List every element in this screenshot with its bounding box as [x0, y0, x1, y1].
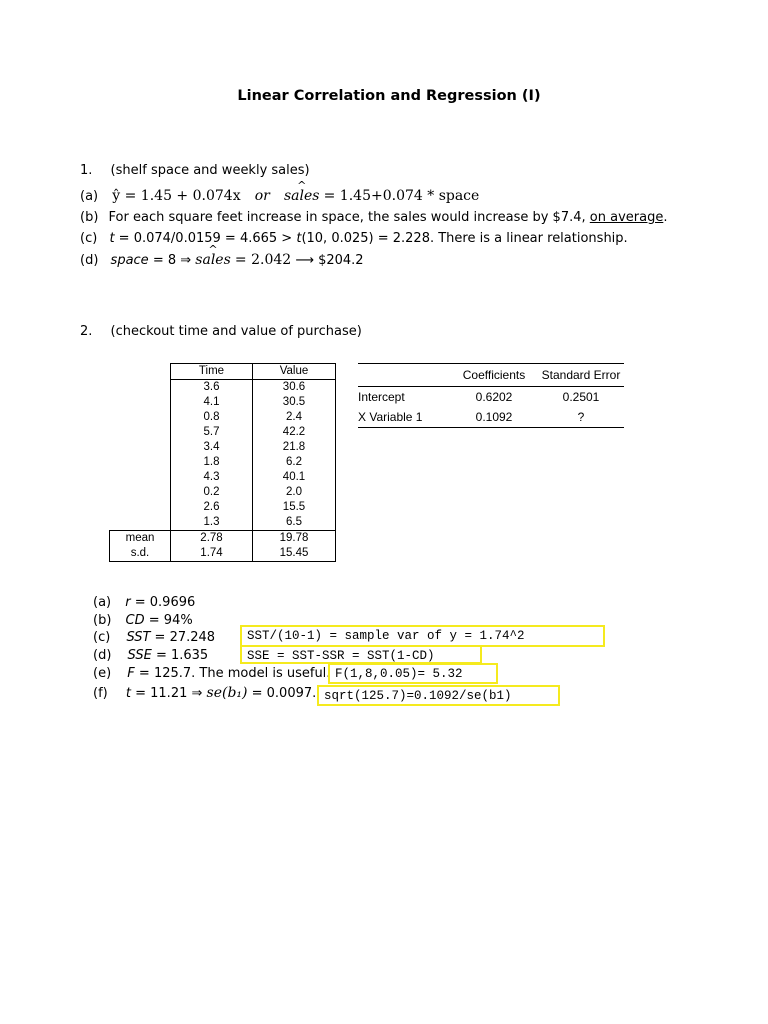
data-cell-value: 15.5 — [253, 500, 336, 515]
regression-row-name: X Variable 1 — [358, 407, 450, 428]
q2-a-label: (a) — [93, 595, 112, 610]
q2-e-var: F — [127, 666, 135, 681]
data-cell-time: 5.7 — [171, 425, 253, 440]
q2-a-val: = 0.9696 — [130, 595, 196, 610]
note-sqrt: sqrt(125.7)=0.1092/se(b1) — [317, 685, 560, 706]
q2-f-var: t — [125, 686, 131, 701]
q1-b-label: (b) — [80, 210, 99, 225]
q1-a-or: or — [254, 188, 270, 204]
data-cell-value: 2.0 — [253, 485, 336, 500]
q1-c-part1: = 0.074/0.0159 = 4.665 > — [114, 231, 297, 246]
note-f-critical: F(1,8,0.05)= 5.32 — [328, 663, 498, 684]
data-row — [110, 455, 336, 470]
data-cell-time: 1.8 — [171, 455, 253, 470]
summary-row — [110, 531, 336, 547]
note-sst: SST/(10-1) = sample var of y = 1.74^2 — [240, 625, 605, 647]
q2-e-val: = 125.7. The model is useful. — [134, 666, 331, 681]
data-row-label — [110, 410, 171, 425]
regression-header-coefficients: Coefficients — [450, 364, 538, 387]
q2-f-se: se(b₁) — [206, 685, 248, 701]
q1-c — [80, 231, 628, 246]
data-row-label — [110, 455, 171, 470]
data-row — [110, 440, 336, 455]
q1-b — [80, 210, 667, 225]
q1-c-t: t — [109, 231, 115, 246]
data-row-label — [110, 485, 171, 500]
data-row — [110, 425, 336, 440]
data-cell-value: 30.6 — [253, 380, 336, 396]
summary-time: 1.74 — [171, 546, 253, 562]
data-table — [109, 363, 336, 562]
q2-c-var: SST — [126, 630, 151, 645]
q2-c-label: (c) — [93, 630, 111, 645]
q1-heading — [80, 163, 310, 178]
q2-answer-b — [93, 613, 193, 628]
regression-row-se: ? — [538, 407, 624, 428]
q2-b-val: = 94% — [144, 613, 193, 628]
q2-answer-f — [93, 685, 316, 701]
data-cell-value: 40.1 — [253, 470, 336, 485]
page-title: Linear Correlation and Regression (I) — [237, 88, 541, 104]
q2-d-var: SSE — [127, 648, 152, 663]
data-row — [110, 470, 336, 485]
q1-a-sales: ^ sales — [284, 188, 319, 204]
regression-table — [358, 363, 624, 428]
q1-d-label: (d) — [80, 253, 99, 268]
data-table-corner — [110, 364, 171, 380]
data-row-label — [110, 380, 171, 396]
q2-e-label: (e) — [93, 666, 112, 681]
q1-b-text: For each square feet increase in space, the sales would increase by $7.4, — [108, 210, 586, 225]
data-row — [110, 395, 336, 410]
column-header-time: Time — [171, 364, 253, 380]
data-cell-time: 4.1 — [171, 395, 253, 410]
data-cell-value: 30.5 — [253, 395, 336, 410]
q2-b-var: CD — [125, 613, 145, 628]
regression-row-coef: 0.1092 — [450, 407, 538, 428]
q1-d — [80, 252, 364, 268]
q2-answer-c — [93, 630, 215, 645]
regression-row — [358, 407, 624, 428]
data-cell-time: 0.2 — [171, 485, 253, 500]
data-row-label — [110, 515, 171, 531]
summary-label: s.d. — [110, 546, 171, 562]
q1-heading-text: (shelf space and weekly sales) — [110, 163, 310, 178]
q1-d-part3: ⟶ $204.2 — [295, 253, 364, 268]
q1-a-eq2: = 1.45+0.074 * space — [323, 188, 480, 204]
data-cell-value: 6.2 — [253, 455, 336, 470]
q1-c-label: (c) — [80, 231, 98, 246]
q2-f-val2: = 0.0097. — [247, 686, 317, 701]
data-cell-time: 3.6 — [171, 380, 253, 396]
data-row-label — [110, 440, 171, 455]
q1-number: 1. — [80, 163, 93, 178]
column-header-value: Value — [253, 364, 336, 380]
data-cell-time: 3.4 — [171, 440, 253, 455]
data-cell-time: 4.3 — [171, 470, 253, 485]
q1-a-eq1: ŷ = 1.45 + 0.074x — [112, 188, 241, 204]
regression-header-se: Standard Error — [538, 364, 624, 387]
q2-b-label: (b) — [93, 613, 112, 628]
data-row-label — [110, 470, 171, 485]
q2-d-val: = 1.635 — [151, 648, 209, 663]
data-row — [110, 410, 336, 425]
data-row-label — [110, 500, 171, 515]
q2-number: 2. — [80, 324, 93, 339]
q2-answer-d — [93, 648, 208, 663]
q1-c-t2: t — [296, 231, 302, 246]
data-cell-value: 21.8 — [253, 440, 336, 455]
q2-answer-a — [93, 595, 195, 610]
data-row-label — [110, 425, 171, 440]
q1-b-underlined: on average — [589, 210, 664, 225]
data-cell-time: 2.6 — [171, 500, 253, 515]
summary-label: mean — [110, 531, 171, 547]
data-cell-time: 0.8 — [171, 410, 253, 425]
data-row-label — [110, 395, 171, 410]
regression-table-header — [358, 364, 624, 387]
data-cell-time: 1.3 — [171, 515, 253, 531]
regression-row-se: 0.2501 — [562, 390, 600, 404]
data-row — [110, 485, 336, 500]
summary-value: 15.45 — [253, 546, 336, 562]
q2-answer-e — [93, 666, 330, 681]
q1-b-end: . — [663, 210, 668, 225]
q1-d-part1: = 8 ⇒ — [148, 253, 192, 268]
regression-row-name: Intercept — [358, 390, 405, 404]
q1-d-part2: = 2.042 — [234, 252, 292, 268]
q1-c-part2: (10, 0.025) = 2.228. There is a linear relationship. — [301, 231, 628, 246]
q1-d-sales: ^ sales — [195, 252, 230, 268]
data-cell-value: 6.5 — [253, 515, 336, 531]
q2-a-var: r — [125, 595, 131, 610]
data-row — [110, 380, 336, 396]
data-row — [110, 500, 336, 515]
data-cell-value: 2.4 — [253, 410, 336, 425]
q2-c-val: = 27.248 — [150, 630, 216, 645]
data-table-body — [110, 364, 336, 562]
summary-row — [110, 546, 336, 562]
q2-d-label: (d) — [93, 648, 112, 663]
q1-d-space: space — [110, 253, 149, 268]
summary-value: 19.78 — [253, 531, 336, 547]
q2-f-label: (f) — [93, 686, 108, 701]
regression-header-blank — [358, 364, 450, 387]
regression-row-coef: 0.6202 — [475, 390, 513, 404]
q2-heading-text: (checkout time and value of purchase) — [110, 324, 362, 339]
data-row — [110, 515, 336, 531]
data-table-header — [110, 364, 336, 380]
q1-a — [80, 188, 479, 204]
note-sse: SSE = SST-SSR = SST(1-CD) — [240, 645, 482, 664]
q2-f-val: = 11.21 ⇒ — [130, 686, 203, 701]
q2-heading — [80, 324, 362, 339]
regression-row — [358, 387, 624, 408]
summary-time: 2.78 — [171, 531, 253, 547]
q1-a-label: (a) — [80, 189, 99, 204]
data-cell-value: 42.2 — [253, 425, 336, 440]
